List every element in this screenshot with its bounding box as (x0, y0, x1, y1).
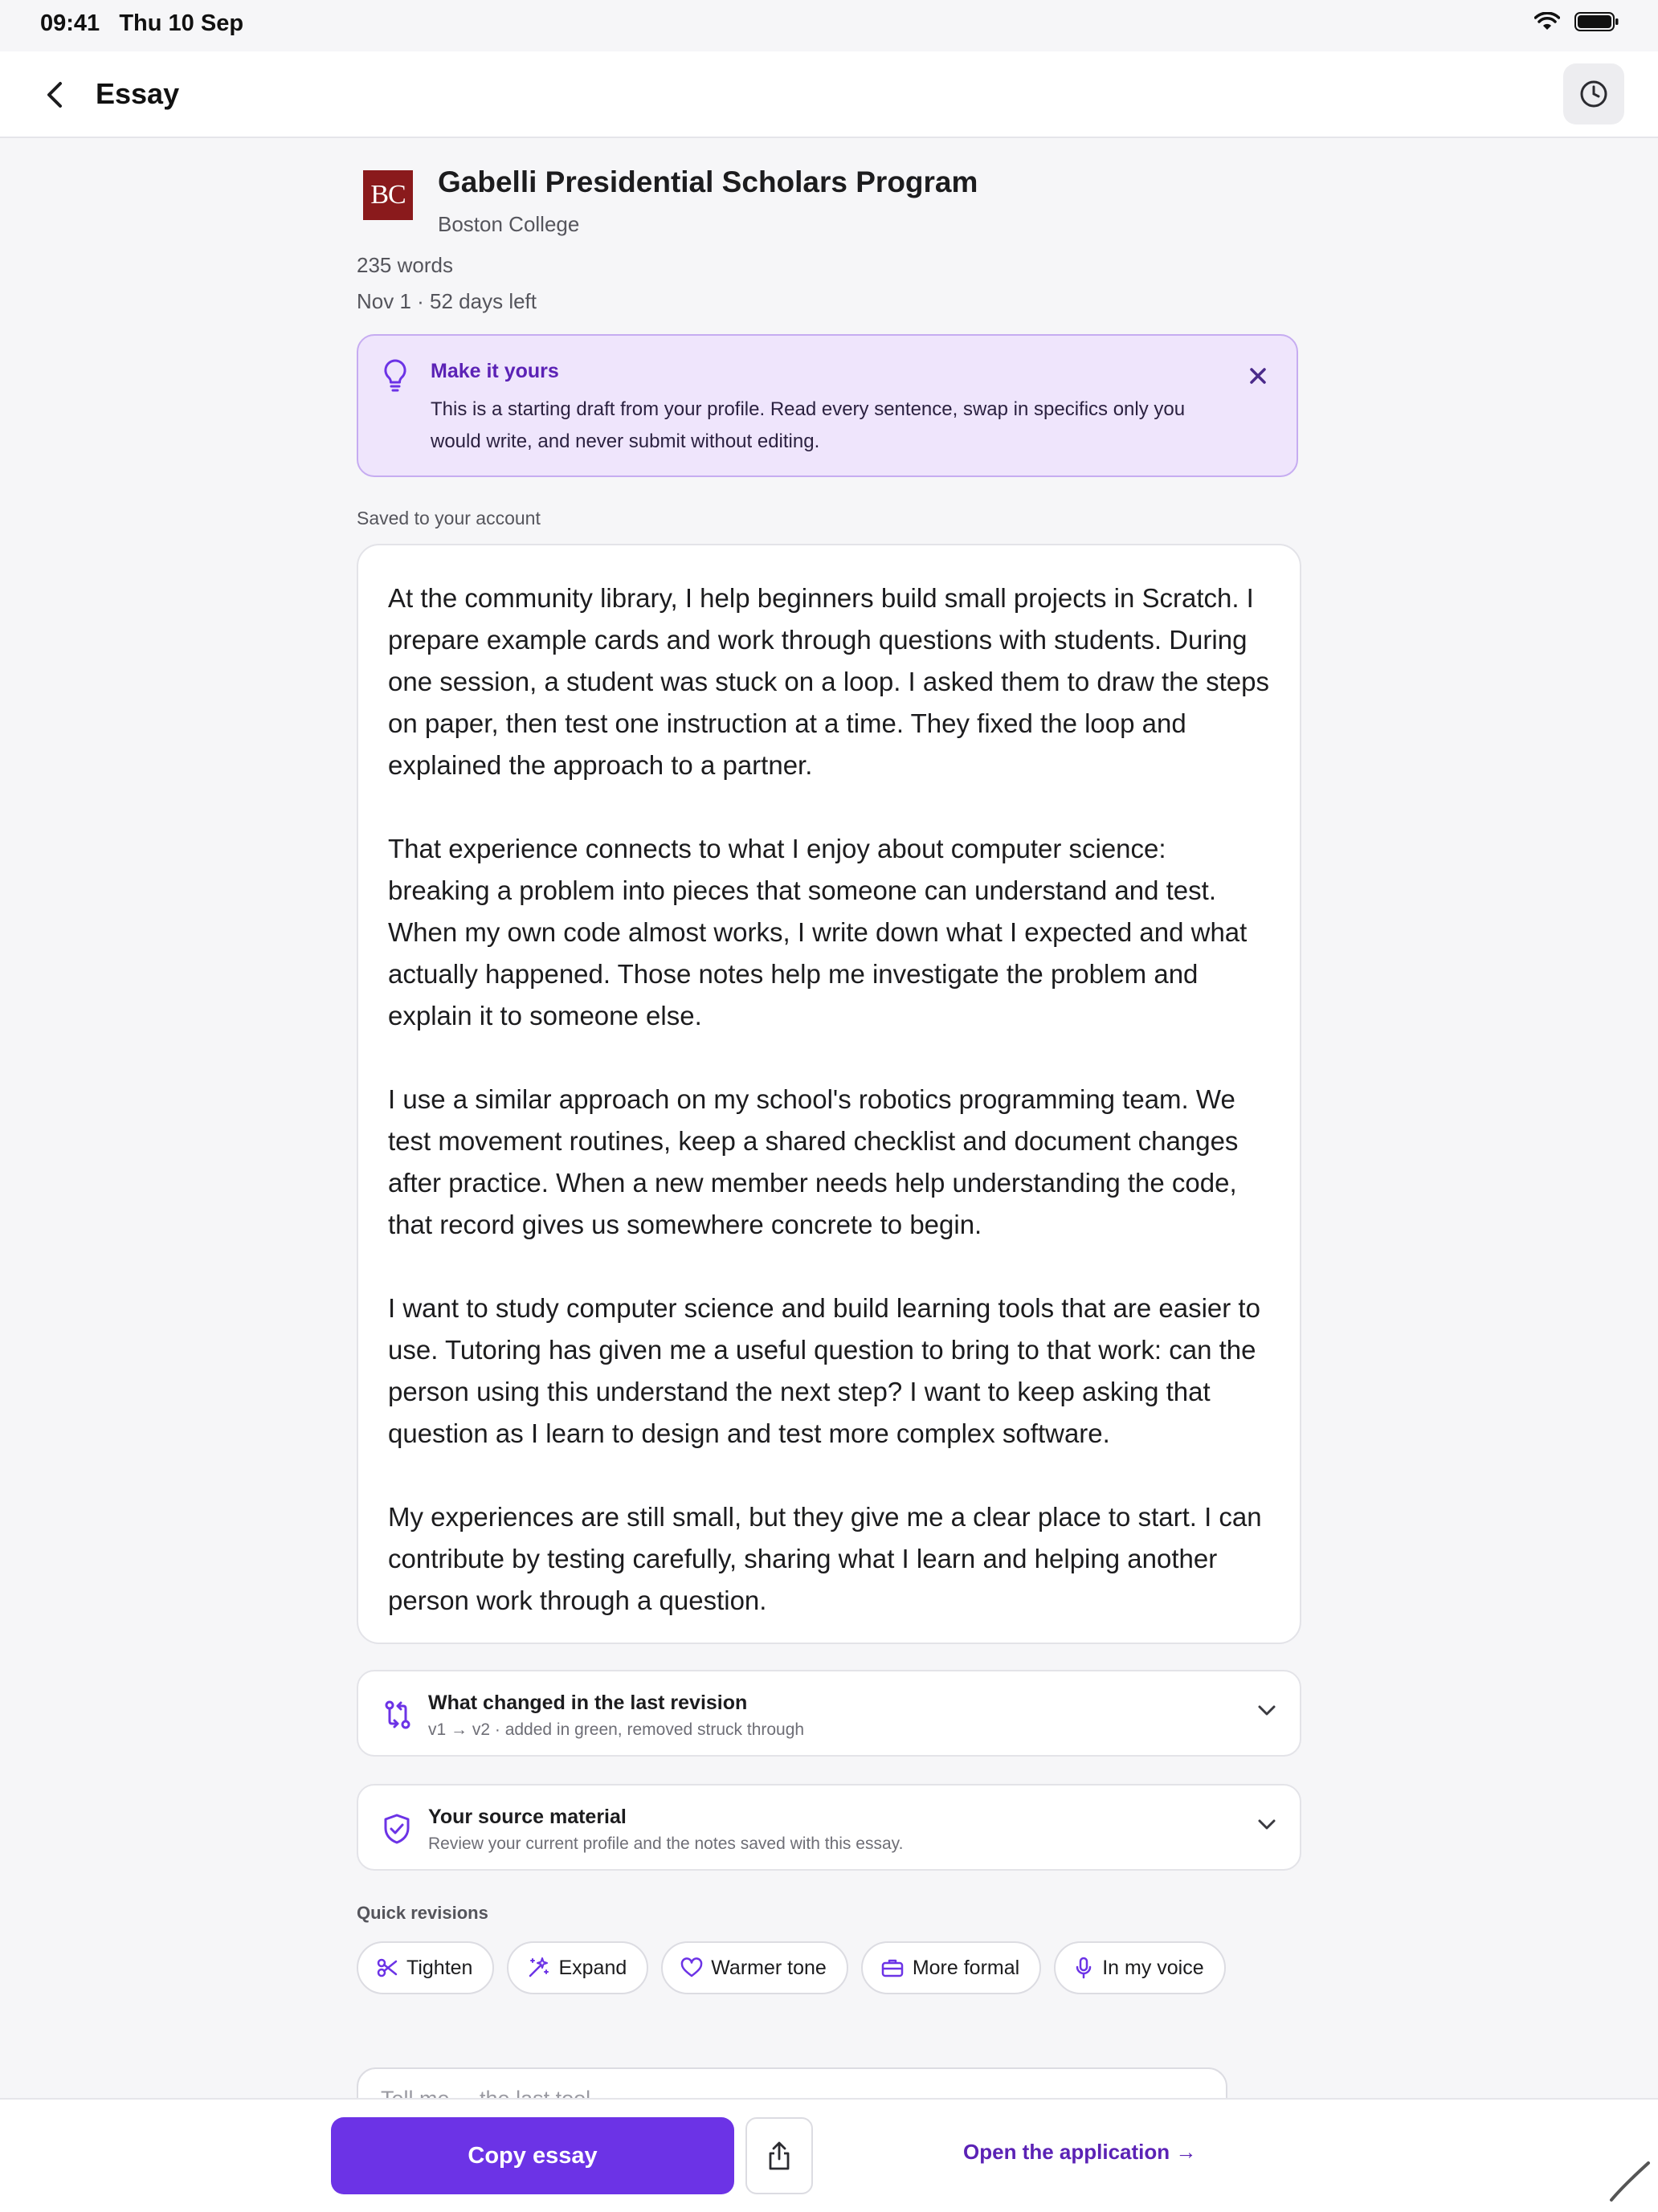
chip-label: Expand (558, 1956, 627, 1979)
revision-title: What changed in the last revision (428, 1692, 748, 1714)
school-name: Boston College (438, 212, 580, 236)
deadline: Nov 1 · 52 days left (357, 289, 537, 313)
chip-label: In my voice (1102, 1956, 1204, 1979)
essay-paragraph: I want to study computer science and build learning tools that are easier to use. Tutoring has given me a useful question to bring to that work: can the person using this understand the next step? I want to keep asking that question as I learn to design and test more complex software. (388, 1293, 1260, 1448)
status-bar (0, 0, 1658, 51)
chevron-down-icon (1255, 1699, 1279, 1727)
expand-chip[interactable] (507, 1941, 648, 1994)
close-icon (1249, 367, 1267, 385)
tip-title: Make it yours (431, 360, 559, 382)
warmer-tone-chip[interactable] (661, 1941, 848, 1994)
essay-text-area[interactable] (357, 544, 1301, 1644)
chevron-left-icon (46, 81, 63, 108)
essay-paragraph: At the community library, I help beginners build small projects in Scratch. I prepare example cards and work through questions with students. During one session, a student was stuck on a loop. I asked them to draw the steps on paper, then test one instruction at a time. They fixed the loop and explained the approach to a partner. (388, 583, 1269, 780)
shield-check-icon (382, 1813, 411, 1849)
scissors-icon (376, 1957, 398, 1979)
open-application-link[interactable]: Open the application → (963, 2140, 1197, 2164)
status-time (40, 10, 243, 37)
source-material-panel[interactable] (357, 1784, 1301, 1871)
in-my-voice-chip[interactable] (1054, 1941, 1225, 1994)
saved-status: Saved to your account (357, 508, 541, 529)
clock-time: 09:41 (40, 10, 100, 36)
compare-arrows-icon (382, 1699, 413, 1735)
scholarship-name: Gabelli Presidential Scholars Program (438, 165, 978, 198)
bottom-action-bar (0, 2098, 1658, 2212)
more-formal-chip[interactable] (861, 1941, 1041, 1994)
source-title: Your source material (428, 1806, 627, 1828)
microphone-icon (1073, 1956, 1094, 1980)
revision-changes-panel[interactable] (357, 1670, 1301, 1757)
clock-icon (1579, 80, 1608, 108)
school-logo: BC (363, 170, 413, 220)
navigation-bar (0, 51, 1658, 138)
copy-essay-button[interactable]: Copy essay (331, 2117, 734, 2194)
quick-revision-chips (357, 1941, 1301, 1994)
chevron-down-icon (1255, 1813, 1279, 1841)
status-icons (1534, 11, 1619, 36)
lightbulb-icon (382, 358, 408, 396)
heart-icon (680, 1957, 703, 1978)
share-button[interactable] (745, 2117, 813, 2194)
pencil-stroke-icon (1608, 2158, 1653, 2207)
word-count: 235 words (357, 253, 453, 277)
share-icon (766, 2141, 792, 2171)
sparkles-icon (526, 1956, 550, 1980)
source-subtitle: Review your current profile and the notes saved with this essay. (428, 1834, 904, 1853)
essay-paragraph: That experience connects to what I enjoy about computer science: breaking a problem into pieces that someone can understand and test. When my own code almost works, I write down what I expected and what actually happened. Those notes help me investigate the problem and explain it to someone else. (388, 834, 1248, 1030)
tip-body: This is a starting draft from your profile. Read every sentence, swap in specifics only you would write, and never submit without editing. (431, 398, 1186, 452)
chip-label: Warmer tone (711, 1956, 827, 1979)
revision-subtitle: v1 → v2 · added in green, removed struck through (428, 1720, 805, 1739)
back-button[interactable] (34, 74, 76, 116)
history-button[interactable] (1563, 63, 1624, 124)
briefcase-icon (880, 1957, 905, 1979)
wifi-icon (1534, 12, 1560, 35)
essay-paragraph: My experiences are still small, but they give me a clear place to start. I can contribute by testing carefully, sharing what I learn and helping another person work through a question. (388, 1502, 1262, 1615)
tighten-chip[interactable] (357, 1941, 494, 1994)
chip-label: Tighten (406, 1956, 473, 1979)
essay-content (357, 161, 1301, 1994)
close-tip-button[interactable] (1240, 358, 1276, 394)
make-it-yours-tip (357, 334, 1298, 477)
page-title: Essay (96, 77, 180, 110)
scholarship-header (357, 161, 1301, 247)
battery-icon (1574, 11, 1619, 36)
chip-label: More formal (912, 1956, 1020, 1979)
quick-revisions-label: Quick revisions (357, 1903, 488, 1923)
essay-paragraph: I use a similar approach on my school's robotics programming team. We test movement routines, keep a shared checklist and document changes after practice. When a new member needs help understanding the code, that record gives us somewhere concrete to begin. (388, 1084, 1239, 1239)
clock-date: Thu 10 Sep (119, 10, 244, 36)
